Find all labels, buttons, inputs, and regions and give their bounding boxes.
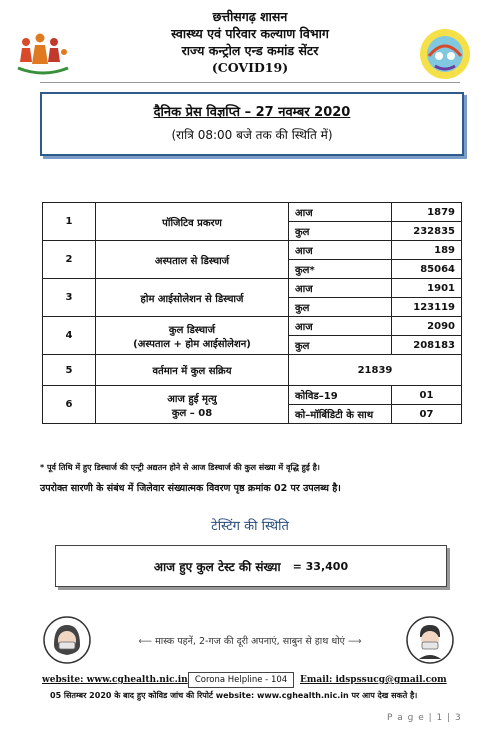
row-value: 189: [392, 241, 462, 260]
header-divider: [40, 82, 460, 83]
masked-woman-icon: [42, 615, 92, 665]
row-number: 4: [43, 317, 96, 355]
row-number: 5: [43, 355, 96, 386]
control-center-name: राज्य कन्ट्रोल एन्ड कमांड सेंटर: [181, 43, 319, 58]
row-value: 85064: [392, 260, 462, 279]
row-value: 232835: [392, 222, 462, 241]
helpline-box: Corona Helpline - 104: [188, 672, 294, 688]
row-value: 208183: [392, 336, 462, 355]
email-link[interactable]: Email: idspssucg@gmail.com: [300, 675, 447, 685]
report-note: 05 सितम्बर 2020 के बाद हुए कोविड जांच की रिपोर्ट website: www.cghealth.nic.in पर आप देख सकते है।: [50, 691, 418, 700]
discharge-footnote: * पूर्व तिथि में हुए डिस्चार्ज की एन्ट्री अद्यतन होने से आज डिस्चार्ज की कुल संख्या में वृद्धि हुई है।: [40, 463, 320, 472]
row-label: आज: [289, 203, 392, 222]
district-note: उपरोक्त सारणी के संबंध में जिलेवार संख्यात्मक विवरण पृष्ठ क्रमांक 02 पर उपलब्ध है।: [40, 483, 341, 494]
table-row: [43, 241, 462, 260]
family-welfare-logo: [14, 28, 72, 78]
slogan-text: मास्क पहनें, 2-गज की दूरी अपनाएं, साबुन से हाथ धोएं: [155, 636, 345, 647]
row-description-line2: (अस्पताल + होम आईसोलेशन): [133, 338, 251, 350]
row-value: 07: [392, 405, 462, 424]
masked-man-icon: [405, 615, 455, 665]
table-row: [43, 317, 462, 336]
press-release-title: दैनिक प्रेस विज्ञप्ति – 27 नवम्बर 2020: [153, 105, 351, 120]
active-cases-value: 21839: [289, 355, 462, 386]
row-label: कुल*: [289, 260, 392, 279]
page-number: P a g e | 1 | 3: [387, 713, 462, 723]
row-number: 3: [43, 279, 96, 317]
department-name: स्वास्थ्य एवं परिवार कल्याण विभाग: [171, 26, 329, 41]
row-label: आज: [289, 279, 392, 298]
covid-campaign-logo: [415, 26, 475, 82]
website-link[interactable]: website: www.cghealth.nic.in: [42, 675, 188, 685]
row-number: 6: [43, 386, 96, 424]
row-label: को–मॉर्बिडिटी के साथ: [289, 405, 392, 424]
testing-label: आज हुए कुल टेस्ट की संख्या: [153, 559, 281, 574]
table-row: [43, 203, 462, 222]
row-description: होम आईसोलेशन से डिस्चार्ज: [96, 279, 289, 317]
covid-tag: (COVID19): [211, 60, 289, 75]
row-description: [96, 386, 289, 424]
row-value: 123119: [392, 298, 462, 317]
row-description-line2: कुल – 08: [171, 407, 213, 419]
row-description: वर्तमान में कुल सक्रिय: [96, 355, 289, 386]
covid-status-table: [42, 202, 462, 424]
row-description-line1: कुल डिस्चार्ज: [168, 324, 216, 336]
table-row: [43, 279, 462, 298]
arrow-right-icon: ⟶: [344, 636, 362, 647]
row-value: 2090: [392, 317, 462, 336]
row-description: अस्पताल से डिस्चार्ज: [96, 241, 289, 279]
row-label: कुल: [289, 222, 392, 241]
row-label: कुल: [289, 336, 392, 355]
row-label: आज: [289, 317, 392, 336]
testing-section-title: टेस्टिंग की स्थिति: [211, 519, 289, 534]
row-description: पॉजिटिव प्रकरण: [96, 203, 289, 241]
row-number: 1: [43, 203, 96, 241]
row-description: [96, 317, 289, 355]
testing-value: = 33,400: [292, 559, 349, 573]
arrow-left-icon: ⟵: [138, 636, 156, 647]
testing-box: [55, 545, 447, 587]
row-label: आज: [289, 241, 392, 260]
row-number: 2: [43, 241, 96, 279]
safety-slogan: [100, 634, 400, 647]
press-release-title-box: [40, 92, 464, 156]
row-value: 1879: [392, 203, 462, 222]
press-release-subtitle: (रात्रि 08:00 बजे तक की स्थिति में): [171, 128, 333, 142]
row-label: कोविड–19: [289, 386, 392, 405]
row-label: कुल: [289, 298, 392, 317]
row-description-line1: आज हुई मृत्यु: [167, 393, 217, 405]
row-value: 1901: [392, 279, 462, 298]
table-row: [43, 386, 462, 405]
govt-name: छत्तीसगढ़ शासन: [212, 9, 288, 24]
row-value: 01: [392, 386, 462, 405]
table-row: [43, 355, 462, 386]
